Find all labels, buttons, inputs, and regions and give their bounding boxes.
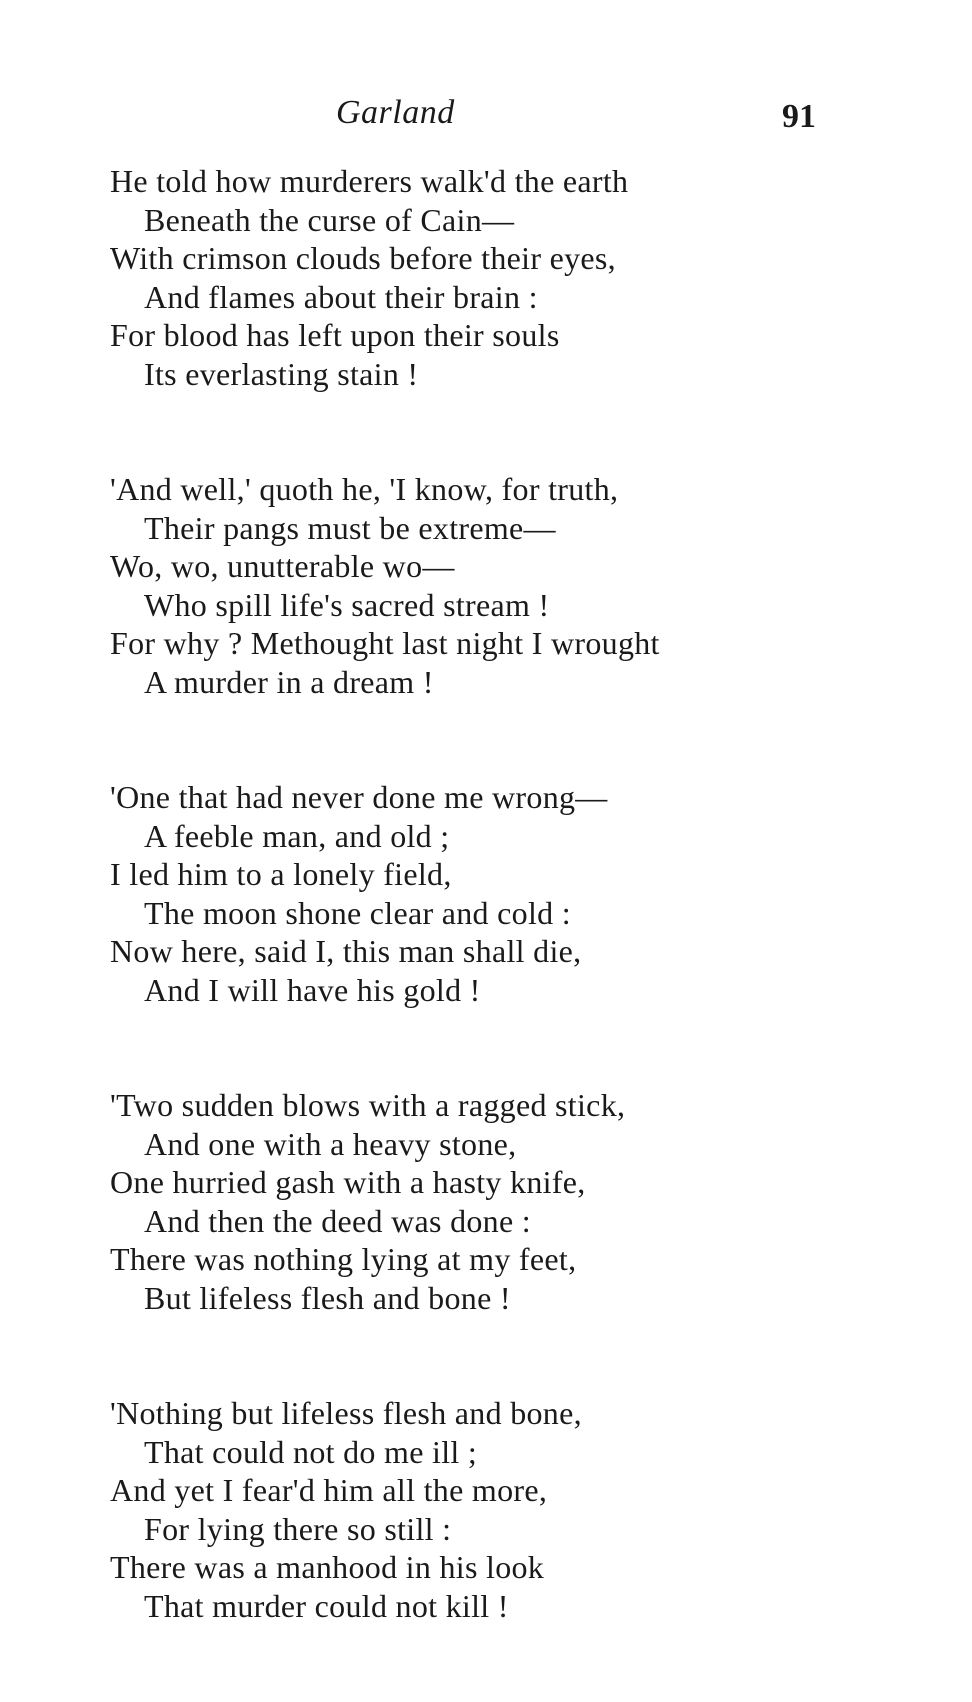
- verse-line: 'Two sudden blows with a ragged stick,: [110, 1087, 626, 1123]
- poem-body: [110, 162, 910, 1702]
- verse-line: 'One that had never done me wrong—: [110, 779, 608, 815]
- page-header: [0, 88, 972, 138]
- verse-line: Their pangs must be extreme—: [144, 509, 556, 546]
- stanza-2: [110, 470, 910, 701]
- verse-line: Its everlasting stain !: [144, 355, 419, 392]
- verse-line: That could not do me ill ;: [144, 1433, 478, 1470]
- verse-line: And I will have his gold !: [144, 971, 481, 1008]
- verse-line: For why ? Methought last night I wrought: [110, 625, 660, 661]
- verse-line: That murder could not kill !: [144, 1587, 509, 1624]
- verse-line: For lying there so still :: [144, 1510, 452, 1547]
- verse-line: A murder in a dream !: [144, 663, 434, 700]
- verse-line: Wo, wo, unutterable wo—: [110, 548, 455, 584]
- verse-line: The moon shone clear and cold :: [144, 894, 571, 931]
- page-number: 91: [782, 98, 816, 135]
- verse-line: And then the deed was done :: [144, 1202, 531, 1239]
- verse-line: There was nothing lying at my feet,: [110, 1241, 577, 1277]
- running-head: Garland: [336, 94, 455, 131]
- verse-line: There was a manhood in his look: [110, 1549, 545, 1585]
- verse-line: But lifeless flesh and bone !: [144, 1279, 511, 1316]
- verse-line: And flames about their brain :: [144, 278, 538, 315]
- verse-line: Now here, said I, this man shall die,: [110, 933, 582, 969]
- verse-line: 'Nothing but lifeless flesh and bone,: [110, 1395, 582, 1431]
- stanza-3: [110, 778, 910, 1009]
- verse-line: I led him to a lonely field,: [110, 856, 452, 892]
- verse-line: Beneath the curse of Cain—: [144, 201, 515, 238]
- verse-line: With crimson clouds before their eyes,: [110, 240, 616, 276]
- verse-line: 'And well,' quoth he, 'I know, for truth,: [110, 471, 619, 507]
- stanza-5: [110, 1394, 910, 1625]
- verse-line: And one with a heavy stone,: [144, 1125, 517, 1162]
- verse-line: Who spill life's sacred stream !: [144, 586, 550, 623]
- stanza-4: [110, 1086, 910, 1317]
- verse-line: For blood has left upon their souls: [110, 317, 560, 353]
- verse-line: And yet I fear'd him all the more,: [110, 1472, 548, 1508]
- stanza-1: [110, 162, 910, 393]
- verse-line: A feeble man, and old ;: [144, 817, 450, 854]
- verse-line: One hurried gash with a hasty knife,: [110, 1164, 586, 1200]
- verse-line: He told how murderers walk'd the earth: [110, 163, 629, 199]
